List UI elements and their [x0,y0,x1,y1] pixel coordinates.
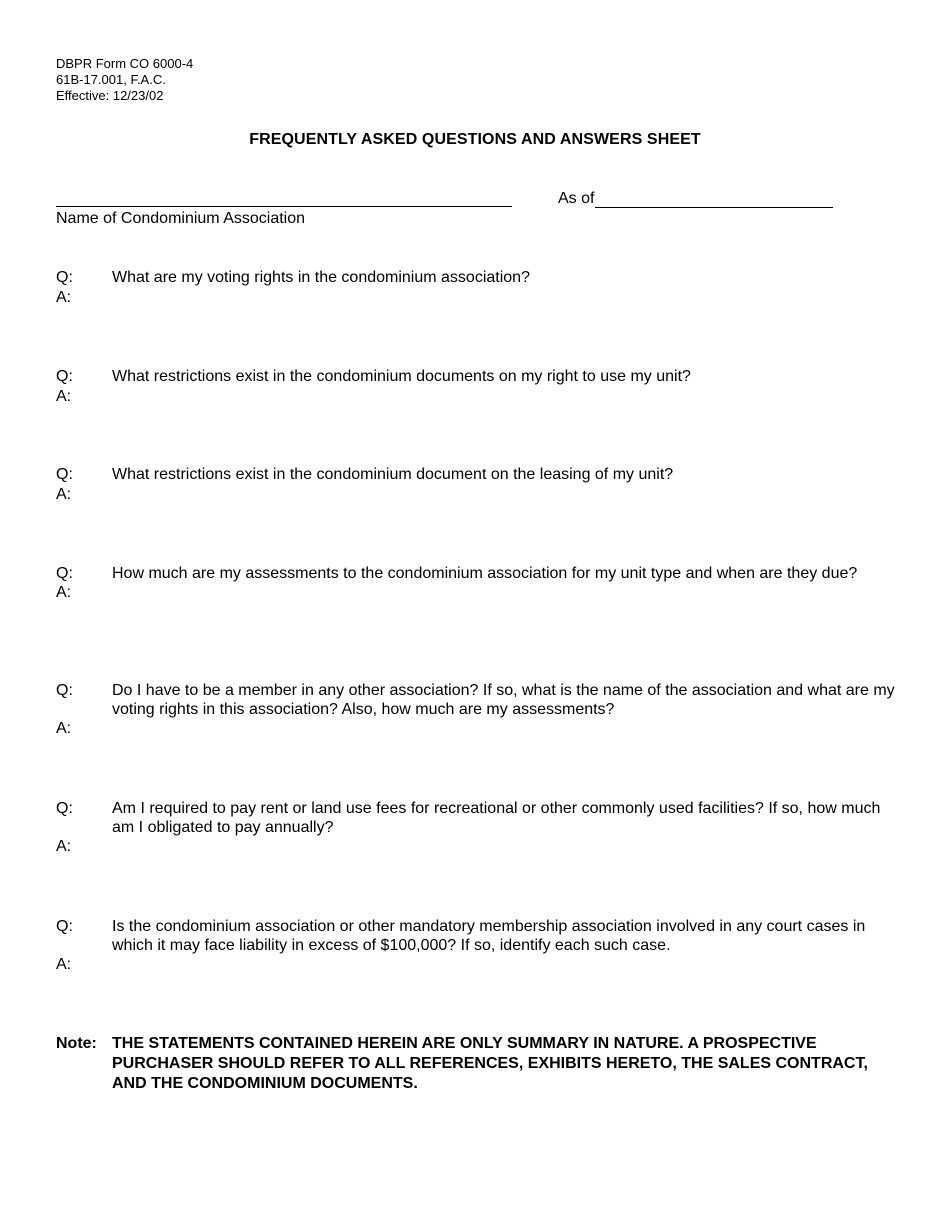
question-text: How much are my assessments to the condominium association for my unit type and when are they due? [112,565,858,582]
question-label: Q: [56,269,73,286]
question-row [56,917,906,955]
question-row [56,799,906,837]
answer-row [56,288,906,307]
answer-label: A: [56,388,72,405]
question-label: Q: [56,466,73,483]
answer-row [56,719,906,738]
answer-field[interactable] [112,837,906,856]
question-text: What restrictions exist in the condominium documents on my right to use my unit? [112,368,691,385]
answer-row [56,955,906,974]
note-text: THE STATEMENTS CONTAINED HEREIN ARE ONLY SUMMARY IN NATURE. A PROSPECTIVE PURCHASER SHOULD REFER TO ALL REFERENCES, EXHIBITS HERETO, THE SALES CONTRACT, AND THE CONDOMINIUM DOCUMENTS. [112,1035,868,1092]
answer-field[interactable] [112,583,906,602]
answer-field[interactable] [112,719,906,738]
question-label: Q: [56,368,73,385]
association-name-field[interactable] [56,206,512,207]
answer-label: A: [56,289,72,306]
answer-row [56,485,906,504]
page-title: FREQUENTLY ASKED QUESTIONS AND ANSWERS SHEET [249,131,701,148]
as-of-group [558,190,833,208]
question-label: Q: [56,918,73,935]
answer-label: A: [56,720,72,737]
answer-row [56,583,906,602]
qa-item [56,367,906,406]
answer-field[interactable] [112,955,906,974]
disclaimer-note [56,1034,906,1094]
answer-row [56,387,906,406]
answer-label: A: [56,584,72,601]
form-identifier [56,56,193,104]
qa-item [56,681,906,738]
question-row [56,465,906,484]
effective-date: Effective: 12/23/02 [56,88,164,103]
answer-row [56,837,906,856]
answer-label: A: [56,956,72,973]
question-label: Q: [56,682,73,699]
question-text: Am I required to pay rent or land use fees for recreational or other commonly used facilities? If so, how much am I obligated to pay annually? [112,800,881,836]
question-text: What restrictions exist in the condominium document on the leasing of my unit? [112,466,674,483]
answer-field[interactable] [112,387,906,406]
question-row [56,564,906,583]
question-label: Q: [56,800,73,817]
qa-item [56,564,906,602]
question-row [56,367,906,386]
note-label: Note: [56,1035,97,1052]
answer-label: A: [56,486,72,503]
question-text: What are my voting rights in the condominium association? [112,269,530,286]
question-row [56,268,906,287]
qa-item [56,268,906,307]
form-number: DBPR Form CO 6000-4 [56,56,194,71]
question-row [56,681,906,719]
answer-field[interactable] [112,485,906,504]
answer-label: A: [56,838,72,855]
as-of-label: As of [558,190,595,207]
qa-item [56,917,906,974]
as-of-date-field[interactable] [595,191,833,208]
association-name-label: Name of Condominium Association [56,210,306,227]
rule-number: 61B-17.001, F.A.C. [56,72,166,87]
question-text: Do I have to be a member in any other association? If so, what is the name of the association and what are my voting rights in this association? Also, how much are my assessments? [112,682,895,718]
answer-field[interactable] [112,288,906,307]
question-label: Q: [56,565,73,582]
qa-item [56,465,906,504]
qa-item [56,799,906,856]
question-text: Is the condominium association or other mandatory membership association involved in any court cases in which it may face liability in excess of $100,000? If so, identify each such case. [112,918,866,954]
